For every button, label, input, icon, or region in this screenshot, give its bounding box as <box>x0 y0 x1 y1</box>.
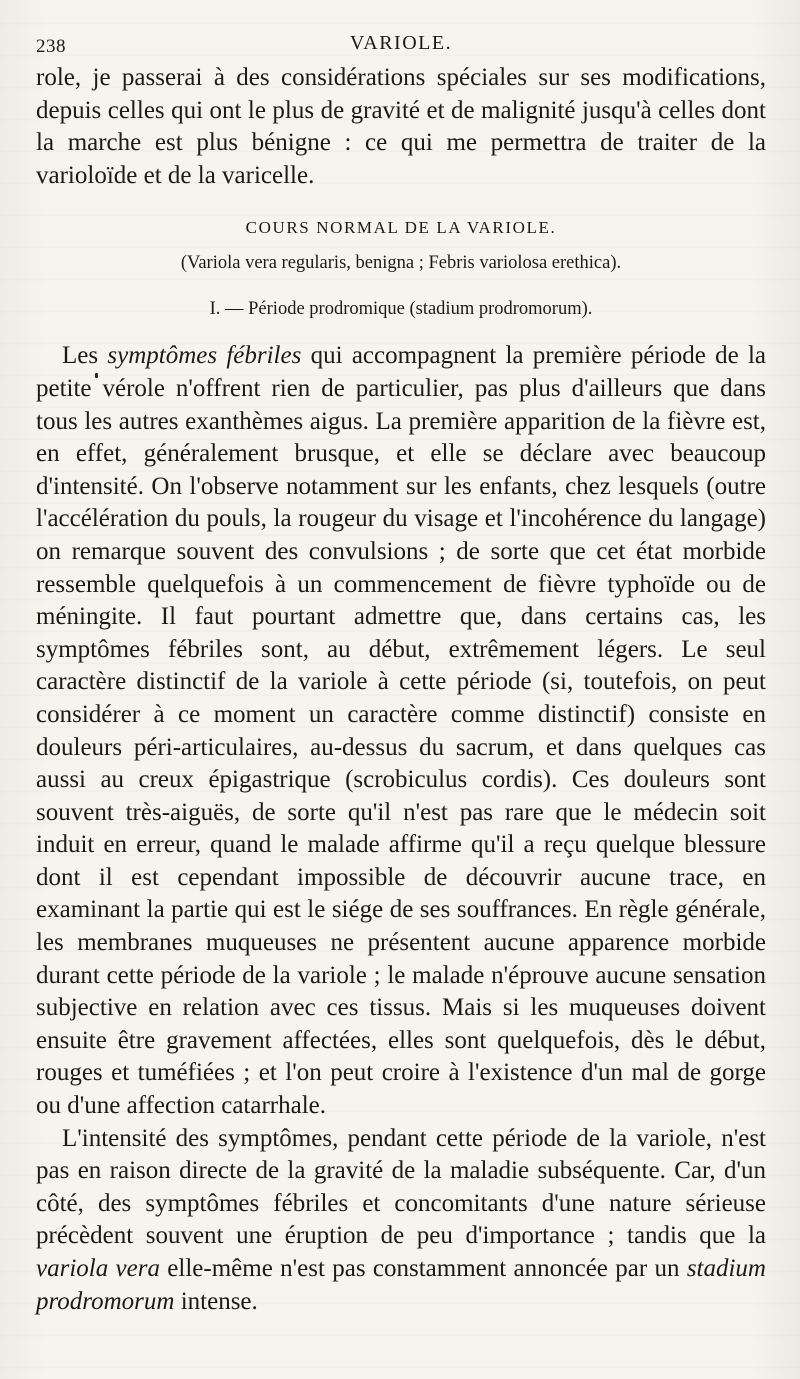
emphasis-stadium-prodromorum: stadium prodromorum <box>36 1255 766 1315</box>
paragraph-symptoms <box>36 340 766 1122</box>
page-content <box>36 26 766 1318</box>
section-subheading: (Variola vera regularis, benigna ; Febris variolosa erethica). <box>180 253 622 274</box>
paragraph-text: intense. <box>174 1287 258 1315</box>
emphasis-variola-vera: variola vera <box>36 1255 160 1282</box>
section-heading: COURS NORMAL DE LA VARIOLE. <box>245 218 557 238</box>
paragraph-text: qui accompagnent la première période de la petite vérole n'offrent rien de particulier, pas plus d'ailleurs que dans tous les autres exanthèmes aigus. La première apparition de la fièvre est, en effet, généralement brusque, et elle se déclare avec beaucoup d'intensité. On l'observe notamment sur les enfants, chez lesquels (outre l'accélération du pouls, la rougeur du visage et l'incohérence du langage) on remarque souvent des convulsions ; de sorte que cet état morbide ressemble quelquefois à un commencement de fièvre typhoïde ou de méningite. Il faut pourtant admettre que, dans certains cas, les symptômes fébriles sont, au début, extrêmement légers. Le seul caractère distinctif de la variole à cette période (si, toutefois, on peut considérer à ce moment un caractère comme distinctif) consiste en douleurs péri-articulaires, au-dessus du sacrum, et dans quelques cas aussi au creux épigastrique (scrobiculus cordis). Ces douleurs sont souvent très-aiguës, de sorte qu'il n'est pas rare que le médecin soit induit en erreur, quand le malade affirme qu'il a reçu quelque blessure dont il est cependant impossible de découvrir aucune trace, en examinant la partie qui est le siége de ses souffrances. En règle générale, les membranes muqueuses ne présentent aucune apparence morbide durant cette période de la variole ; le malade n'éprouve aucune sensation subjective en relation avec ces tissus. Mais si les muqueuses doivent ensuite être gravement affectées, elles sont quelquefois, dès le début, rouges et tuméfiées ; et l'on peut croire à l'existence d'un mal de gorge ou d'une affection catarrhale. <box>36 342 766 1120</box>
page-number: 238 <box>36 36 66 57</box>
running-title: VARIOLE. <box>349 32 453 54</box>
paragraph-lead: Les <box>62 342 108 370</box>
period-heading: I. — Période prodromique (stadium prodromorum). <box>209 299 593 320</box>
paragraph-text: elle-même n'est pas constamment annoncée par un <box>159 1255 687 1282</box>
running-head <box>36 26 766 62</box>
paragraph-intensity <box>36 1123 766 1319</box>
emphasis-symptomes-febriles: symptômes fébriles <box>107 342 302 370</box>
intro-paragraph: role, je passerai à des considérations spéciales sur ses modifications, depuis celles qui ont le plus de gravité et de malignité jusqu'à celles dont la marche est plus bénigne : ce qui me permettra de traiter de la varioloïde et de la varicelle. <box>36 64 766 189</box>
paragraph-text: L'intensité des symptômes, pendant cette période de la variole, n'est pas en raison directe de la gravité de la maladie subséquente. Car, d'un côté, des symptômes fébriles et concomitants d'une nature sérieuse précèdent souvent une éruption de peu d'importance ; tandis que la <box>36 1124 766 1250</box>
